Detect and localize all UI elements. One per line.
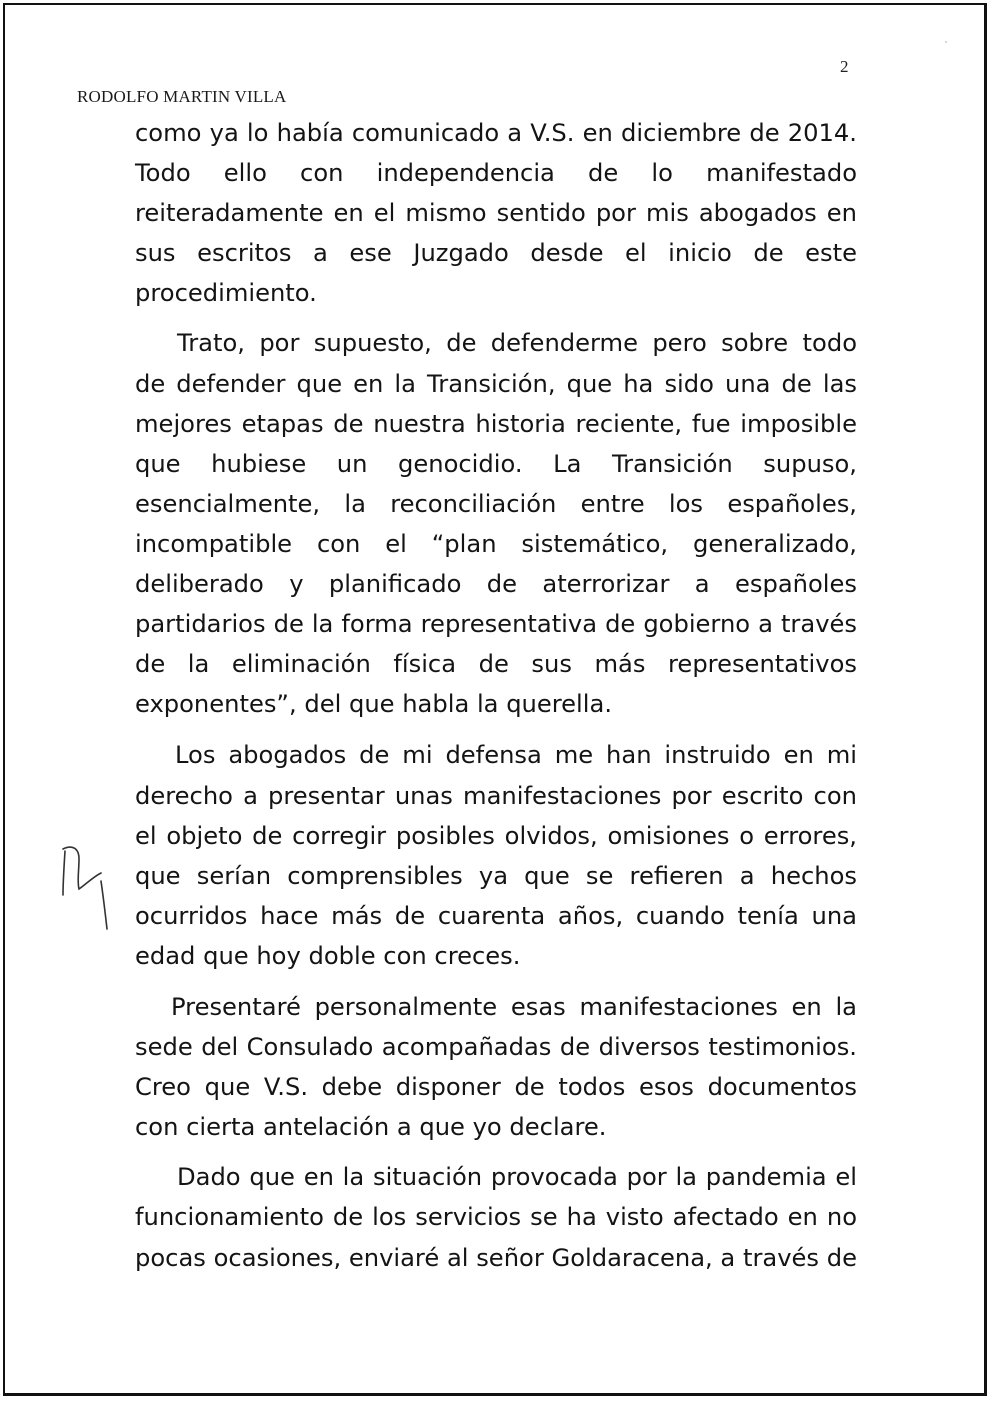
text-line: deliberado y planificado de aterrorizar a españoles [135,570,857,599]
text-line: incompatible con el “plan sistemático, generalizado, [135,529,857,558]
paragraph-1 [135,113,857,313]
text-line: mejores etapas de nuestra historia reciente, fue imposible [135,409,857,438]
text-line: esencialmente, la reconciliación entre los españoles, [135,489,857,518]
page-number: 2 [840,57,849,76]
handwritten-initials-icon [57,837,117,937]
text-line: pocas ocasiones, enviaré al señor Goldaracena, a través de [135,1243,857,1272]
text-line: procedimiento. [135,279,317,308]
text-line: de la eliminación física de sus más representativos [135,650,857,679]
text-line: derecho a presentar unas manifestaciones por escrito con [135,781,857,810]
text-line: el objeto de corregir posibles olvidos, omisiones o errores, [135,821,857,850]
text-line: con cierta antelación a que yo declare. [135,1113,607,1142]
letter-body [135,113,857,1288]
text-line: que serían comprensibles ya que se refieren a hechos [135,861,857,890]
text-line: Los abogados de mi defensa me han instruido en mi [175,741,857,770]
document-page [3,3,987,1396]
paragraph-4 [135,987,857,1147]
text-line: Presentaré personalmente esas manifestaciones en la [171,992,857,1021]
text-line: Trato, por supuesto, de defenderme pero sobre todo [177,329,857,358]
text-line: sus escritos a ese Juzgado desde el inicio de este [135,239,857,268]
paragraph-5 [135,1157,857,1277]
text-line: como ya lo había comunicado a V.S. en diciembre de 2014. [135,119,857,147]
text-line: funcionamiento de los servicios se ha visto afectado en no [135,1203,857,1232]
text-line: ocurridos hace más de cuarenta años, cuando tenía una [135,901,857,930]
text-line: reiteradamente en el mismo sentido por mis abogados en [135,199,857,228]
text-line: sede del Consulado acompañadas de diversos testimonios. [135,1033,857,1062]
text-line: exponentes”, del que habla la querella. [135,690,613,719]
text-line: partidarios de la forma representativa de gobierno a través [135,610,857,639]
text-line: de defender que en la Transición, que ha sido una de las [135,369,857,398]
text-line: edad que hoy doble con creces. [135,941,521,970]
paragraph-2 [135,323,857,724]
text-line: Creo que V.S. debe disponer de todos esos documentos [135,1073,857,1102]
author-header: RODOLFO MARTIN VILLA [77,87,287,106]
paragraph-3 [135,735,857,976]
scan-speck [945,41,947,43]
text-line: Dado que en la situación provocada por la pandemia el [177,1163,857,1192]
text-line: Todo ello con independencia de lo manifestado [135,159,857,188]
text-line: que hubiese un genocidio. La Transición supuso, [135,449,857,478]
